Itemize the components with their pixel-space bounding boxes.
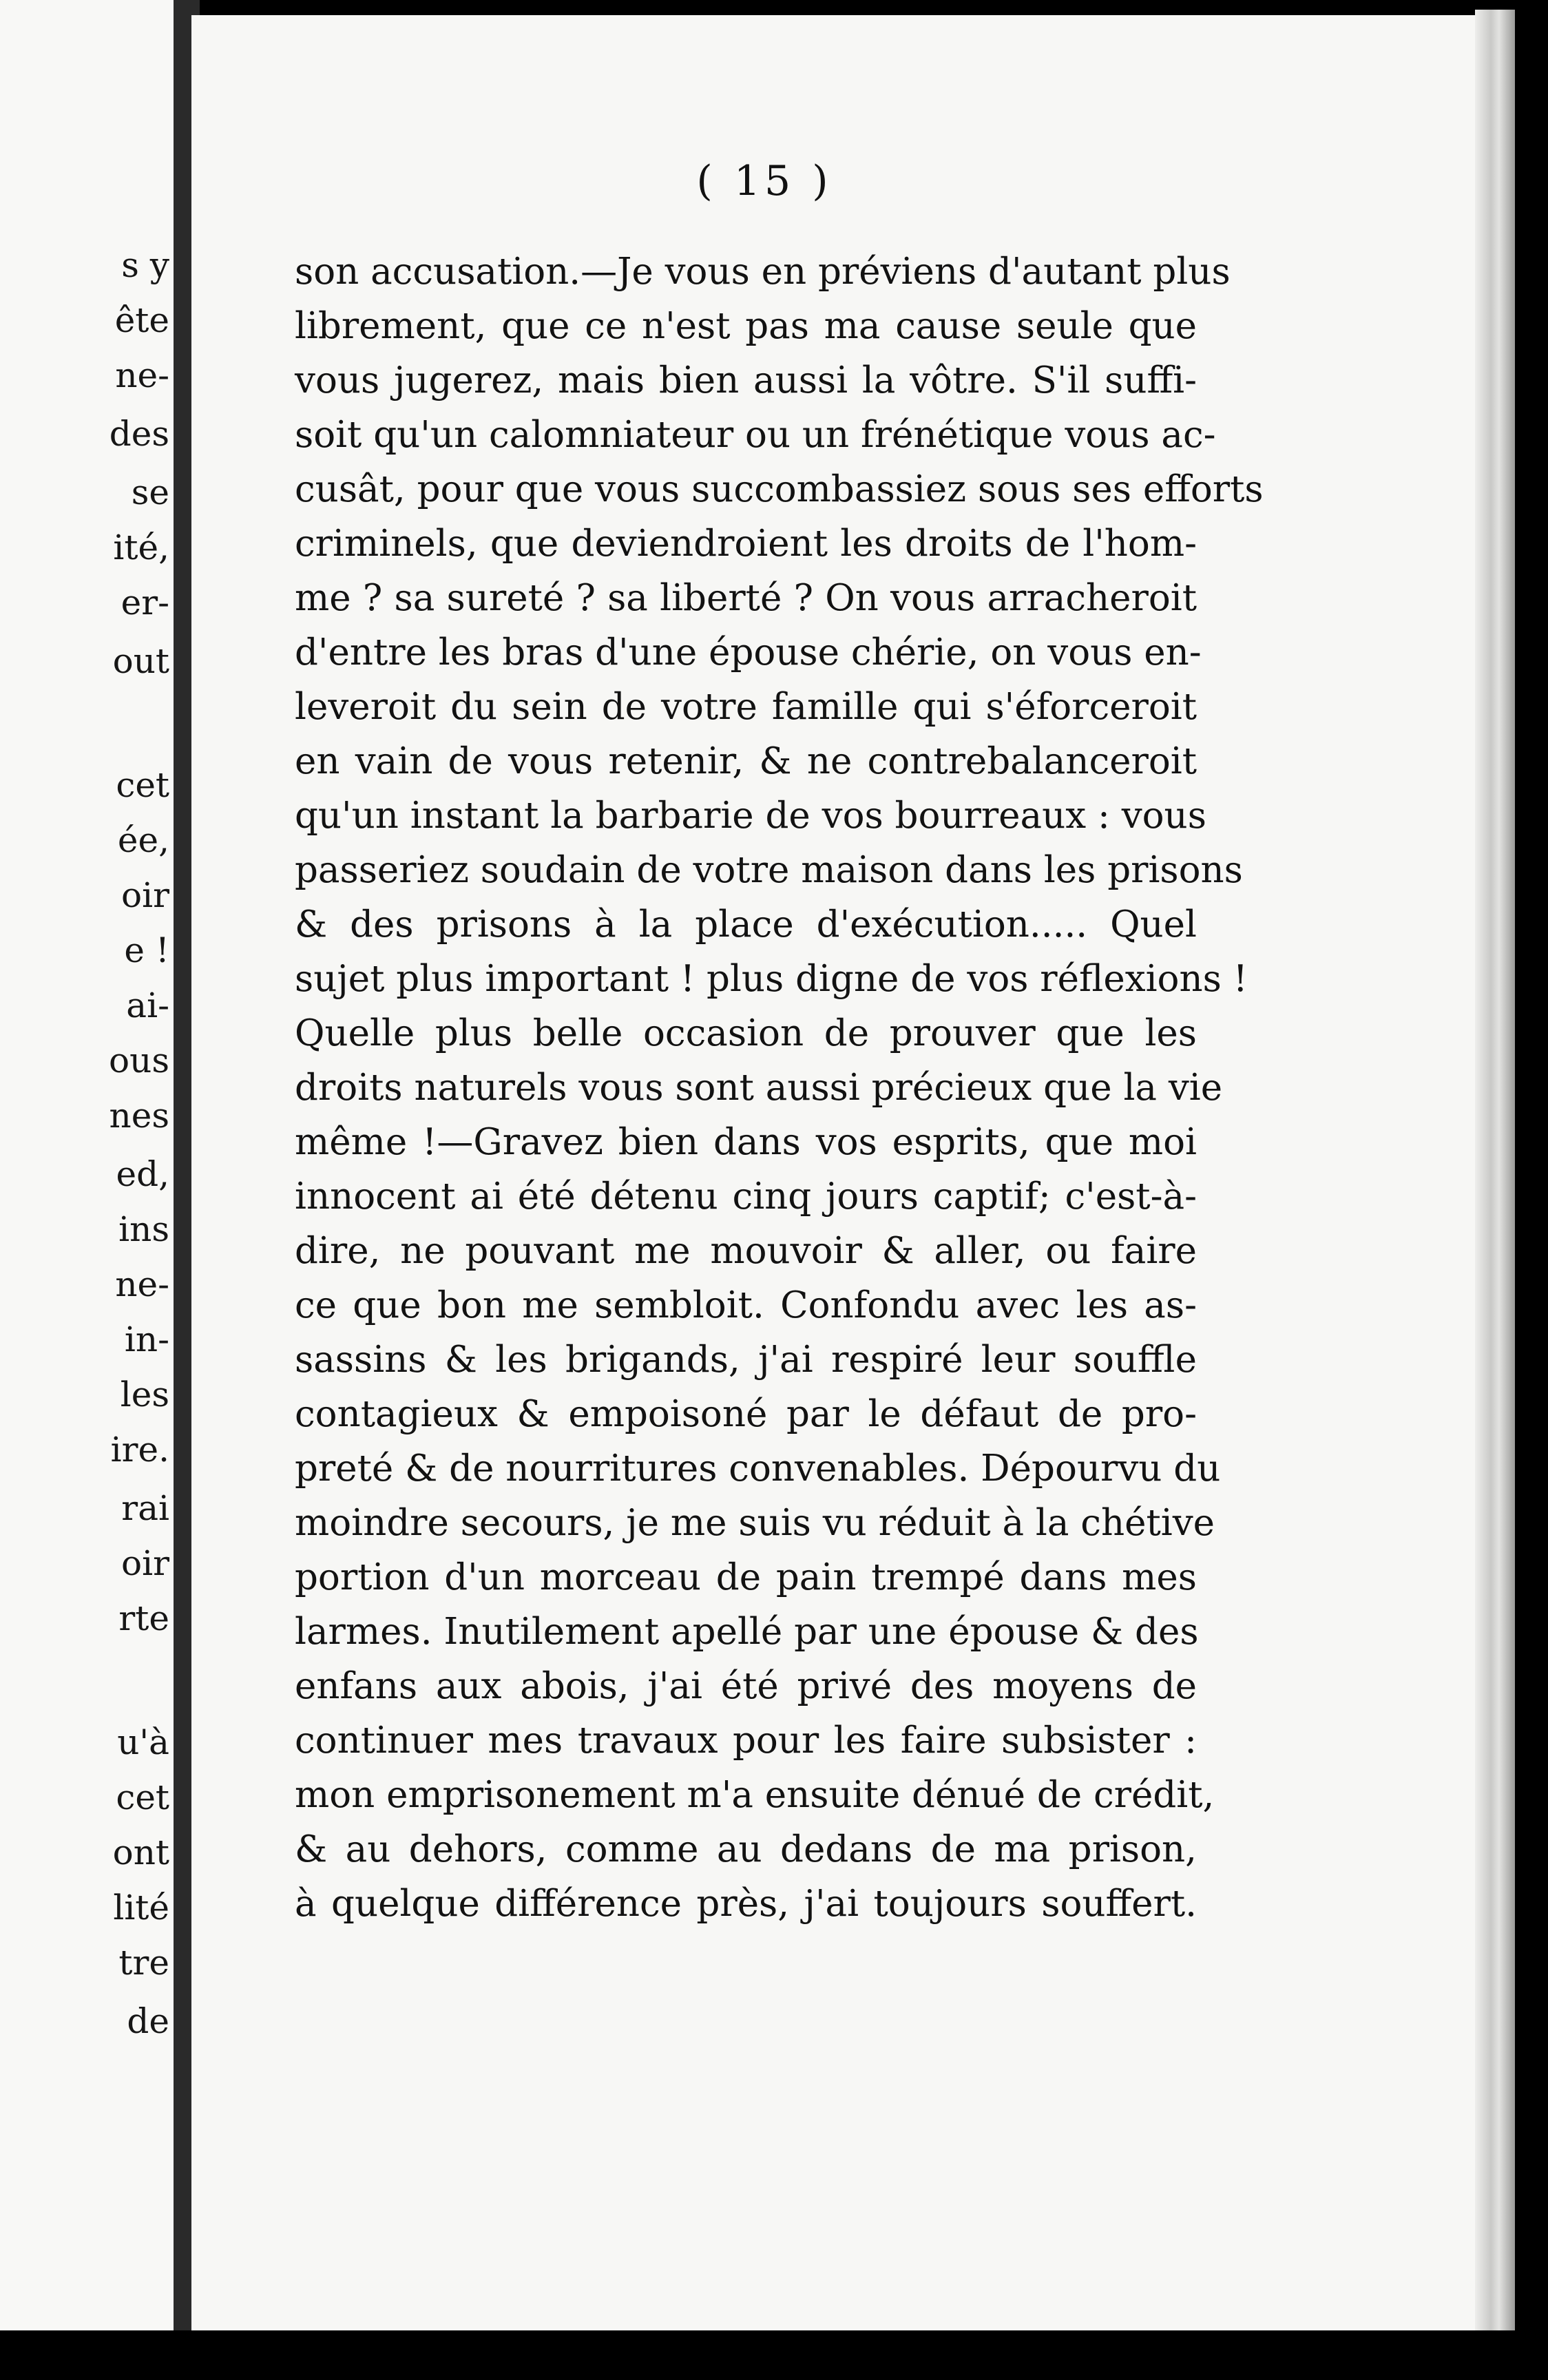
scan-bottom-border xyxy=(0,2330,1548,2380)
previous-page-fragment: ai- xyxy=(126,985,169,1025)
text-line: ce que bon me sembloit. Confondu avec les as- xyxy=(295,1284,1197,1326)
previous-page-fragment: ité, xyxy=(113,528,169,567)
previous-page-fragment: rai xyxy=(121,1488,169,1528)
previous-page-fragment: se xyxy=(131,472,169,512)
text-line: & au dehors, comme au dedans de ma prison, xyxy=(295,1828,1197,1870)
text-line: qu'un instant la barbarie de vos bourreaux : vous xyxy=(295,795,1206,837)
previous-page-fragment: u'à xyxy=(117,1722,169,1762)
previous-page-fragment: oir xyxy=(121,875,169,915)
text-line: leveroit du sein de votre famille qui s'éforceroit xyxy=(295,686,1197,728)
previous-page-fragment: ée, xyxy=(117,820,169,860)
text-line: sassins & les brigands, j'ai respiré leur souffle xyxy=(295,1339,1197,1381)
previous-page-fragment: ed, xyxy=(116,1154,169,1194)
page-number: ( 15 ) xyxy=(696,157,833,205)
text-line: d'entre les bras d'une épouse chérie, on vous en- xyxy=(295,631,1202,674)
previous-page-edge xyxy=(0,0,174,2330)
previous-page-fragment: in- xyxy=(124,1319,169,1359)
previous-page-fragment: cet xyxy=(116,1777,169,1817)
text-line: passeriez soudain de votre maison dans les prisons xyxy=(295,849,1243,891)
text-line: son accusation.—Je vous en préviens d'autant plus xyxy=(295,251,1231,293)
previous-page-fragment: cet xyxy=(116,765,169,805)
previous-page-fragment: ête xyxy=(114,300,169,340)
text-line: sujet plus important ! plus digne de vos réflexions ! xyxy=(295,958,1248,1000)
previous-page-fragment: ne- xyxy=(115,355,169,395)
text-line: à quelque différence près, j'ai toujours souffert. xyxy=(295,1883,1197,1925)
previous-page-fragment: ne- xyxy=(115,1264,169,1304)
previous-page-fragment: de xyxy=(127,2001,169,2041)
text-line: Quelle plus belle occasion de prouver que les xyxy=(295,1012,1197,1054)
text-line: mon emprisonement m'a ensuite dénué de crédit, xyxy=(295,1774,1215,1816)
text-line: vous jugerez, mais bien aussi la vôtre. S'il suffi- xyxy=(295,359,1197,401)
text-line: cusât, pour que vous succombassiez sous ses efforts xyxy=(295,468,1264,510)
text-line: enfans aux abois, j'ai été privé des moyens de xyxy=(295,1665,1197,1707)
text-line: librement, que ce n'est pas ma cause seule que xyxy=(295,305,1197,347)
text-line: me ? sa sureté ? sa liberté ? On vous arracheroit xyxy=(295,577,1197,619)
text-line: soit qu'un calomniateur ou un frénétique vous ac- xyxy=(295,414,1216,456)
text-line: criminels, que deviendroient les droits de l'hom- xyxy=(295,523,1197,565)
previous-page-fragment: tre xyxy=(118,1943,169,1983)
previous-page-fragment: lité xyxy=(113,1888,169,1928)
previous-page-fragment: ous xyxy=(109,1041,169,1081)
previous-page-fragment: ont xyxy=(112,1833,169,1872)
text-line: droits naturels vous sont aussi précieux que la vie xyxy=(295,1067,1223,1109)
previous-page-fragment: les xyxy=(120,1375,169,1415)
previous-page-fragment: oir xyxy=(121,1543,169,1583)
previous-page-fragment: des xyxy=(109,414,169,454)
text-line: moindre secours, je me suis vu réduit à la chétive xyxy=(295,1502,1215,1544)
text-line: portion d'un morceau de pain trempé dans mes xyxy=(295,1556,1197,1598)
text-line: larmes. Inutilement apellé par une épouse & des xyxy=(295,1611,1199,1653)
previous-page-fragment: rte xyxy=(118,1598,169,1638)
text-line: & des prisons à la place d'exécution..... Quel xyxy=(295,904,1197,946)
text-line: innocent ai été détenu cinq jours captif; c'est-à- xyxy=(295,1176,1197,1218)
previous-page-fragment: out xyxy=(112,641,169,681)
previous-page-fragment: s y xyxy=(121,245,169,285)
text-line: preté & de nourritures convenables. Dépourvu du xyxy=(295,1448,1221,1490)
text-line: contagieux & empoisoné par le défaut de pro- xyxy=(295,1393,1197,1435)
page-stack-edge xyxy=(1475,10,1515,2330)
previous-page-fragment: ire. xyxy=(110,1430,169,1470)
previous-page-fragment: nes xyxy=(109,1096,169,1136)
previous-page-fragment: er- xyxy=(121,583,169,623)
text-line: en vain de vous retenir, & ne contrebalanceroit xyxy=(295,740,1197,782)
previous-page-fragment: e ! xyxy=(124,930,169,970)
text-line: dire, ne pouvant me mouvoir & aller, ou faire xyxy=(295,1230,1197,1272)
text-line: continuer mes travaux pour les faire subsister : xyxy=(295,1720,1197,1762)
text-line: même !—Gravez bien dans vos esprits, que moi xyxy=(295,1121,1197,1163)
previous-page-fragment: ins xyxy=(118,1209,169,1249)
